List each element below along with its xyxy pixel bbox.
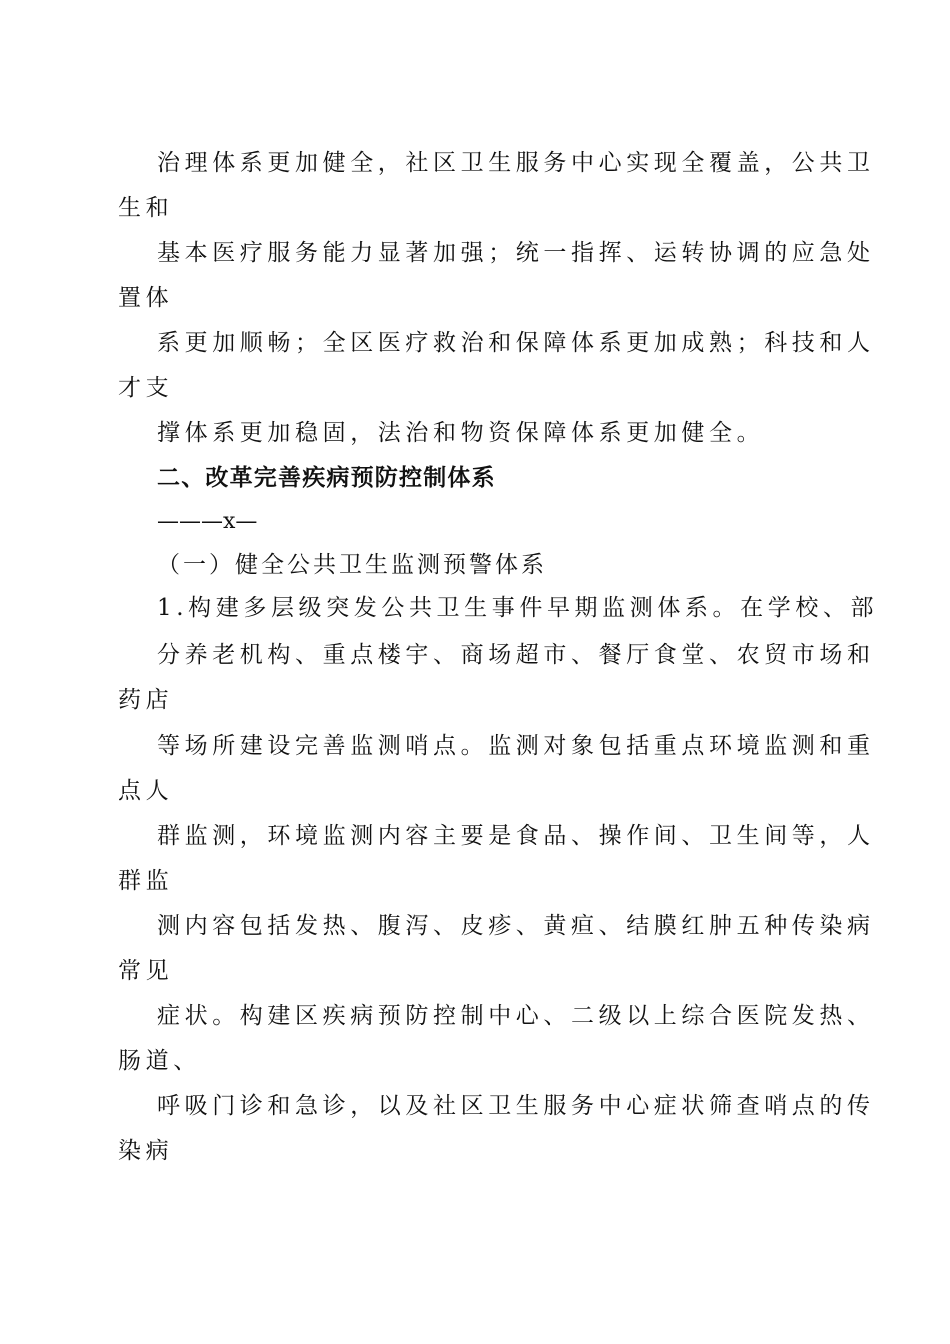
body-text-line: 分养老机构、重点楼宇、商场超市、餐厅食堂、农贸市场和 [157,642,875,668]
body-text-line: 基本医疗服务能力显著加强；统一指挥、运转协调的应急处 [157,240,875,266]
body-text-line: 才支 [118,375,174,401]
body-text-line: 点人 [118,778,174,804]
body-text-line: 置体 [118,285,174,311]
body-text-line: 群监 [118,868,174,894]
body-text-line: 生和 [118,195,174,221]
body-text-line: 染病 [118,1138,174,1164]
body-text-line: 呼吸门诊和急诊，以及社区卫生服务中心症状筛查哨点的传 [157,1093,875,1119]
body-text-line: 系更加顺畅；全区医疗救治和保障体系更加成熟；科技和人 [157,330,875,356]
body-text-line: 常见 [118,958,174,984]
body-text-line: 等场所建设完善监测哨点。监测对象包括重点环境监测和重 [157,733,875,759]
body-text-line: 群监测，环境监测内容主要是食品、操作间、卫生间等，人 [157,823,875,849]
body-text-line: 症状。构建区疾病预防控制中心、二级以上综合医院发热、 [157,1003,875,1029]
separator-line: ———x— [157,509,258,534]
body-text-line: 测内容包括发热、腹泻、皮疹、黄疸、结膜红肿五种传染病 [157,913,875,939]
subsection-heading: （一）健全公共卫生监测预警体系 [157,552,547,578]
body-text-line: 治理体系更加健全，社区卫生服务中心实现全覆盖，公共卫 [157,150,875,176]
section-heading: 二、改革完善疾病预防控制体系 [157,465,496,491]
body-text-line: 肠道、 [118,1048,201,1074]
body-text-line: 撑体系更加稳固，法治和物资保障体系更加健全。 [157,420,765,446]
body-text-line: 药店 [118,687,174,713]
body-text-line: 1.构建多层级突发公共卫生事件早期监测体系。在学校、部 [157,595,879,621]
